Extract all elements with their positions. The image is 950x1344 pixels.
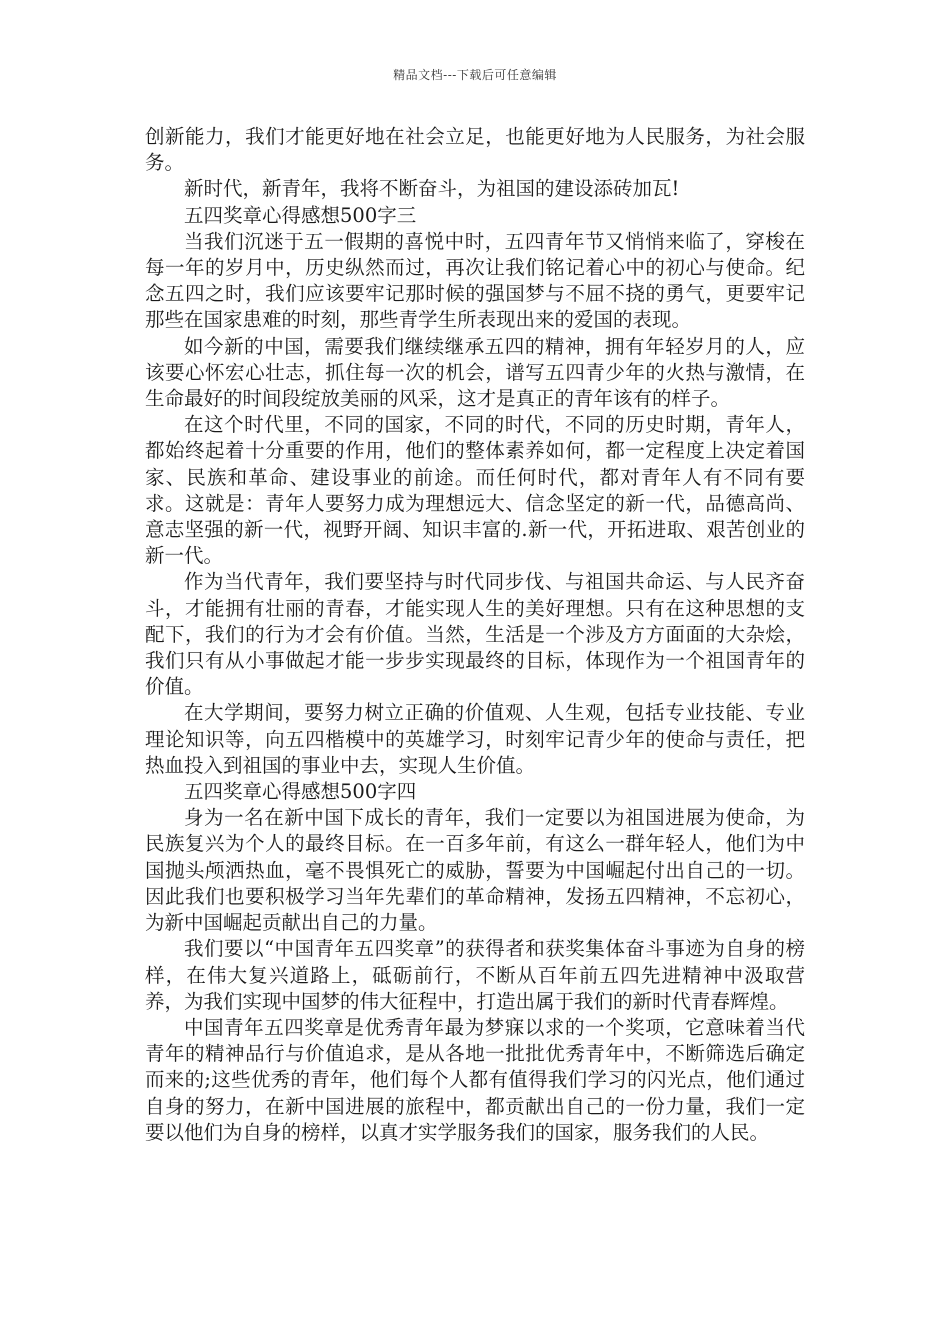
paragraph-5: 在这个时代里，不同的国家，不同的时代，不同的历史时期，青年人，都始终起着十分重要的作用，他们的整体素养如何，都一定程度上决定着国家、民族和革命、建设事业的前途。而任何时代，都对青年人有不同有要求。这就是：青年人要努力成为理想远大、信念坚定的新一代，品德高尚、意志坚强的新一代，视野开阔、知识丰富的.新一代，开拓进取、艰苦创业的新一代。: [145, 413, 805, 568]
section-heading-4: 五四奖章心得感想500字四: [184, 780, 417, 804]
document-body: [145, 124, 805, 1146]
paragraph-4: 如今新的中国，需要我们继续继承五四的精神，拥有年轻岁月的人，应该要心怀宏心壮志，抓住每一次的机会，谱写五四青少年的火热与激情，在生命最好的时间段绽放美丽的风采，这才是真正的青年该有的样子。: [145, 334, 805, 411]
paragraph-8: 身为一名在新中国下成长的青年，我们一定要以为祖国进展为使命，为民族复兴为个人的最终目标。在一百多年前，有这么一群年轻人，他们为中国抛头颅洒热血，毫不畏惧死亡的威胁，誓要为中国崛起付出自己的一切。因此我们也要积极学习当年先辈们的革命精神，发扬五四精神，不忘初心，为新中国崛起贡献出自己的力量。: [145, 806, 805, 935]
paragraph-7: 在大学期间，要努力树立正确的价值观、人生观，包括专业技能、专业理论知识等，向五四楷模中的英雄学习，时刻牢记青少年的使命与责任，把热血投入到祖国的事业中去，实现人生价值。: [145, 701, 805, 777]
page-header: 精品文档---下载后可任意编辑: [393, 68, 557, 82]
paragraph-6: 作为当代青年，我们要坚持与时代同步伐、与祖国共命运、与人民齐奋斗，才能拥有壮丽的青春，才能实现人生的美好理想。只有在这种思想的支配下，我们的行为才会有价值。当然，生活是一个涉及方方面面的大杂烩，我们只有从小事做起才能一步步实现最终的目标，体现作为一个祖国青年的价值。: [145, 570, 805, 699]
paragraph-9: 我们要以“中国青年五四奖章”的获得者和获奖集体奋斗事迹为自身的榜样，在伟大复兴道路上，砥砺前行，不断从百年前五四先进精神中汲取营养，为我们实现中国梦的伟大征程中，打造出属于我们的新时代青春辉煌。: [145, 937, 805, 1013]
paragraph-10: 中国青年五四奖章是优秀青年最为梦寐以求的一个奖项，它意味着当代青年的精神品行与价值追求，是从各地一批批优秀青年中，不断筛选后确定而来的;这些优秀的青年，他们每个人都有值得我们学习的闪光点，他们通过自身的努力，在新中国进展的旅程中，都贡献出自己的一份力量，我们一定要以他们为自身的榜样，以真才实学服务我们的国家，服务我们的人民。: [145, 1015, 805, 1144]
paragraph-1: 创新能力，我们才能更好地在社会立足，也能更好地为人民服务，为社会服务。: [145, 125, 805, 175]
paragraph-3: 当我们沉迷于五一假期的喜悦中时，五四青年节又悄悄来临了，穿梭在每一年的岁月中，历史纵然而过，再次让我们铭记着心中的初心与使命。纪念五四之时，我们应该要牢记那时候的强国梦与不屈不挠的勇气，更要牢记那些在国家患难的时刻，那些青学生所表现出来的爱国的表现。: [145, 229, 805, 332]
paragraph-2: 新时代，新青年，我将不断奋斗，为祖国的建设添砖加瓦!: [184, 177, 680, 201]
section-heading-3: 五四奖章心得感想500字三: [184, 203, 417, 227]
